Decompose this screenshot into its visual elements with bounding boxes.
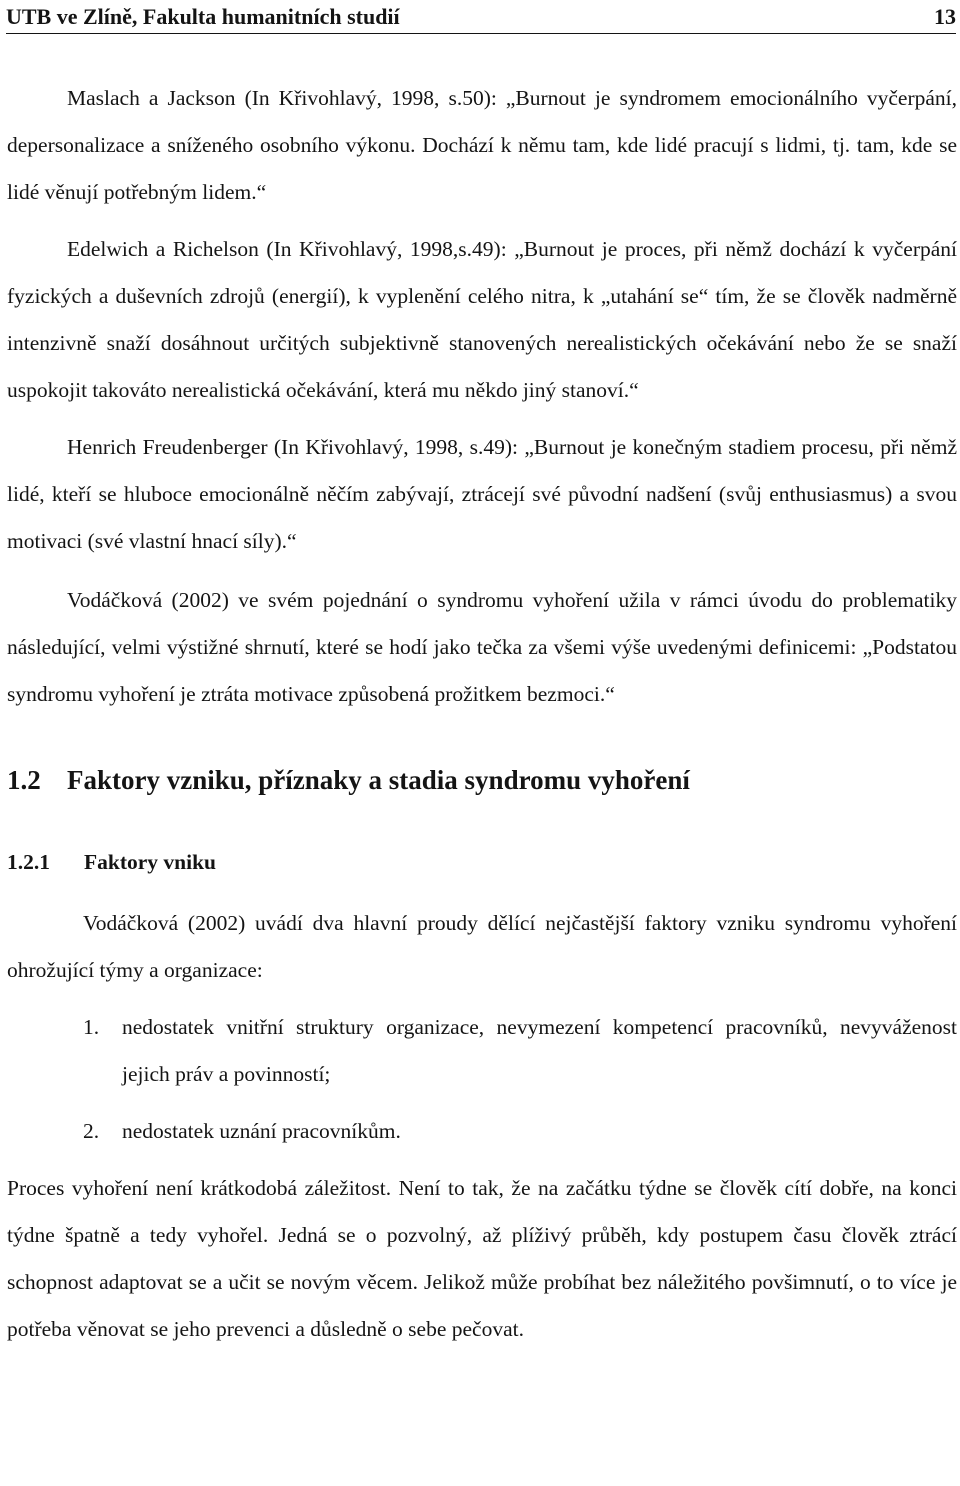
definition-maslach: Maslach a Jackson (In Křivohlavý, 1998, s.50): „Burnout je syndromem emocionálního vyčerpání, depersonalizace a sníženého osobního výkonu. Dochází k němu tam, kde lidé pracují s lidmi, tj. tam, kde se lidé věnují potřebným lidem.“	[7, 86, 957, 204]
subsection-number: 1.2.1	[7, 850, 50, 874]
subsection-title: Faktory vniku	[84, 850, 217, 874]
factors-list	[7, 1004, 957, 1155]
section-heading	[7, 760, 957, 800]
page-header	[6, 0, 956, 30]
list-marker: 1.	[83, 1015, 100, 1039]
definition-freudenberger: Henrich Freudenberger (In Křivohlavý, 1998, s.49): „Burnout je konečným stadiem procesu, při němž lidé, kteří se hluboce emocionálně něčím zabývají, ztrácejí své původní nadšení (svůj enthusiasmus) a svou motivaci (své vlastní hnací síly).“	[7, 435, 957, 553]
subsection-intro: Vodáčková (2002) uvádí dva hlavní proudy dělící nejčastější faktory vzniku syndromu vyhoření ohrožující týmy a organizace:	[7, 911, 957, 982]
section-number: 1.2	[7, 765, 41, 795]
list-item	[7, 1004, 957, 1098]
list-item-text: nedostatek vnitřní struktury organizace, nevymezení kompetencí pracovníků, nevyváženost jejich práv a povinností;	[122, 1015, 957, 1086]
list-item-text: nedostatek uznání pracovníkům.	[122, 1119, 401, 1143]
page-body	[7, 75, 957, 1353]
list-marker: 2.	[83, 1119, 100, 1143]
page-number: 13	[934, 4, 956, 29]
subsection-heading	[7, 842, 957, 882]
header-divider	[6, 33, 956, 34]
document-title: UTB ve Zlíně, Fakulta humanitních studií	[6, 4, 400, 29]
section-title: Faktory vzniku, příznaky a stadia syndromu vyhoření	[67, 765, 690, 795]
summary-vodackova: Vodáčková (2002) ve svém pojednání o syndromu vyhoření užila v rámci úvodu do problematiky následující, velmi výstižné shrnutí, které se hodí jako tečka za všemi výše uvedenými definicemi: „Podstatou syndromu vyhoření je ztráta motivace způsobená prožitkem bezmoci.“	[7, 588, 957, 706]
list-item	[7, 1108, 957, 1155]
definition-edelwich: Edelwich a Richelson (In Křivohlavý, 1998,s.49): „Burnout je proces, při němž dochází k vyčerpání fyzických a duševních zdrojů (energií), k vyplenění celého nitra, k „utahání se“ tím, že se člověk nadměrně intenzivně snaží dosáhnout určitých subjektivně stanovených nerealistických očekávání nebo že se snaží uspokojit takováto nerealistická očekávání, která mu někdo jiný stanoví.“	[7, 237, 957, 402]
closing-paragraph: Proces vyhoření není krátkodobá záležitost. Není to tak, že na začátku týdne se člověk cítí dobře, na konci týdne špatně a tedy vyhořel. Jedná se o pozvolný, až plíživý průběh, kdy postupem času člověk ztrácí schopnost adaptovat se a učit se novým věcem. Jelikož může probíhat bez náležitého povšimnutí, o to více je potřeba věnovat se jeho prevenci a důsledně o sebe pečovat.	[7, 1176, 957, 1341]
